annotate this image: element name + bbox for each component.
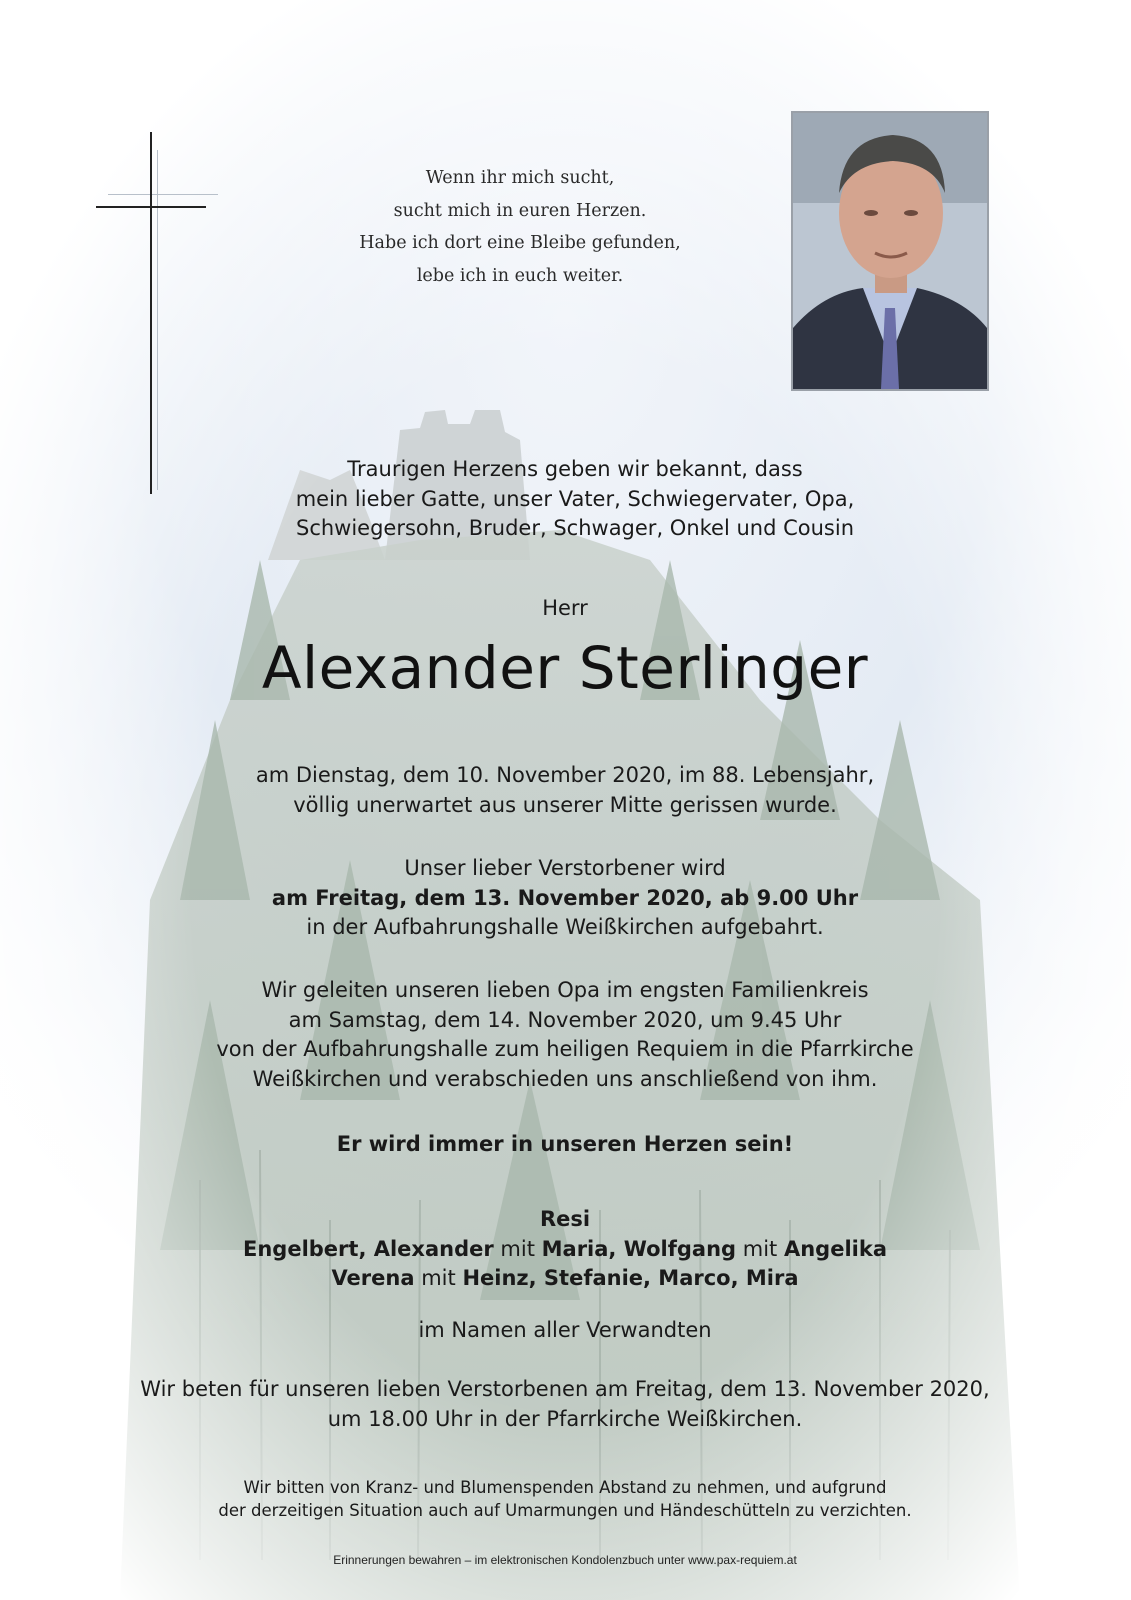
cross-shadow-horizontal — [108, 194, 218, 195]
family-names: Engelbert, Alexander — [243, 1236, 494, 1261]
lying-in-state — [150, 854, 980, 943]
family-connector: mit — [742, 1236, 778, 1261]
death-date — [150, 761, 980, 820]
request-note — [150, 1476, 980, 1522]
prayer-info — [100, 1375, 1030, 1434]
prayer-line: Wir beten für unseren lieben Verstorbenen am Freitag, dem 13. November 2020, — [140, 1377, 990, 1401]
funeral-line: Weißkirchen und verabschieden uns anschließend von ihm. — [252, 1066, 878, 1091]
poem-line: Wenn ihr mich sucht, — [425, 168, 615, 188]
salutation: Herr — [542, 596, 588, 620]
portrait-photo — [791, 111, 989, 391]
intro-line: mein lieber Gatte, unser Vater, Schwiegervater, Opa, — [295, 486, 855, 511]
prayer-line: um 18.00 Uhr in der Pfarrkirche Weißkirchen. — [327, 1406, 803, 1431]
portrait-image — [793, 113, 987, 389]
family-names: Maria, Wolfgang — [541, 1236, 737, 1261]
family-connector: mit — [500, 1236, 535, 1261]
poem-line: lebe ich in euch weiter. — [416, 265, 624, 286]
note-line: der derzeitigen Situation auch auf Umarmungen und Händeschütteln zu verzichten. — [218, 1501, 912, 1520]
lying-line: Unser lieber Verstorbener wird — [404, 856, 726, 880]
closing-sentence: Er wird immer in unseren Herzen sein! — [336, 1132, 794, 1156]
death-line: völlig unerwartet aus unserer Mitte gerissen wurde. — [293, 792, 837, 817]
note-line: Wir bitten von Kranz- und Blumenspenden Abstand zu nehmen, und aufgrund — [243, 1478, 887, 1497]
funeral-line: am Samstag, dem 14. November 2020, um 9.45 Uhr — [288, 1007, 842, 1032]
announcement-intro — [160, 455, 990, 544]
cross-icon — [150, 132, 152, 494]
funeral-line: Wir geleiten unseren lieben Opa im engsten Familienkreis — [261, 978, 869, 1002]
family-names: Verena — [331, 1266, 415, 1290]
poem-line: Habe ich dort eine Bleibe gefunden, — [359, 233, 681, 253]
intro-line: Schwiegersohn, Bruder, Schwager, Onkel und Cousin — [295, 516, 855, 540]
cross-icon-bar — [96, 206, 206, 208]
poem-line: sucht mich in euren Herzen. — [393, 200, 647, 221]
relatives-note: im Namen aller Verwandten — [418, 1318, 712, 1342]
cross-shadow-vertical — [157, 150, 158, 490]
death-line: am Dienstag, dem 10. November 2020, im 88. Lebensjahr, — [255, 763, 875, 787]
footer-condolence-link[interactable]: Erinnerungen bewahren – im elektronischen Kondolenzbuch unter www.pax-requiem.at — [333, 1553, 797, 1567]
family-names: Angelika — [783, 1236, 887, 1261]
funeral-line: von der Aufbahrungshalle zum heiligen Requiem in die Pfarrkirche — [216, 1037, 914, 1061]
family-list — [150, 1205, 980, 1294]
family-connector: mit — [421, 1266, 456, 1290]
poem — [300, 162, 740, 292]
lying-line: in der Aufbahrungshalle Weißkirchen aufgebahrt. — [306, 915, 824, 939]
deceased-name: Alexander Sterlinger — [261, 634, 869, 702]
funeral-info — [130, 976, 1000, 1094]
lying-date: am Freitag, dem 13. November 2020, ab 9.00 Uhr — [271, 885, 859, 910]
family-spouse: Resi — [539, 1207, 591, 1231]
family-names: Heinz, Stefanie, Marco, Mira — [462, 1266, 799, 1290]
intro-line: Traurigen Herzens geben wir bekannt, dass — [347, 457, 803, 481]
